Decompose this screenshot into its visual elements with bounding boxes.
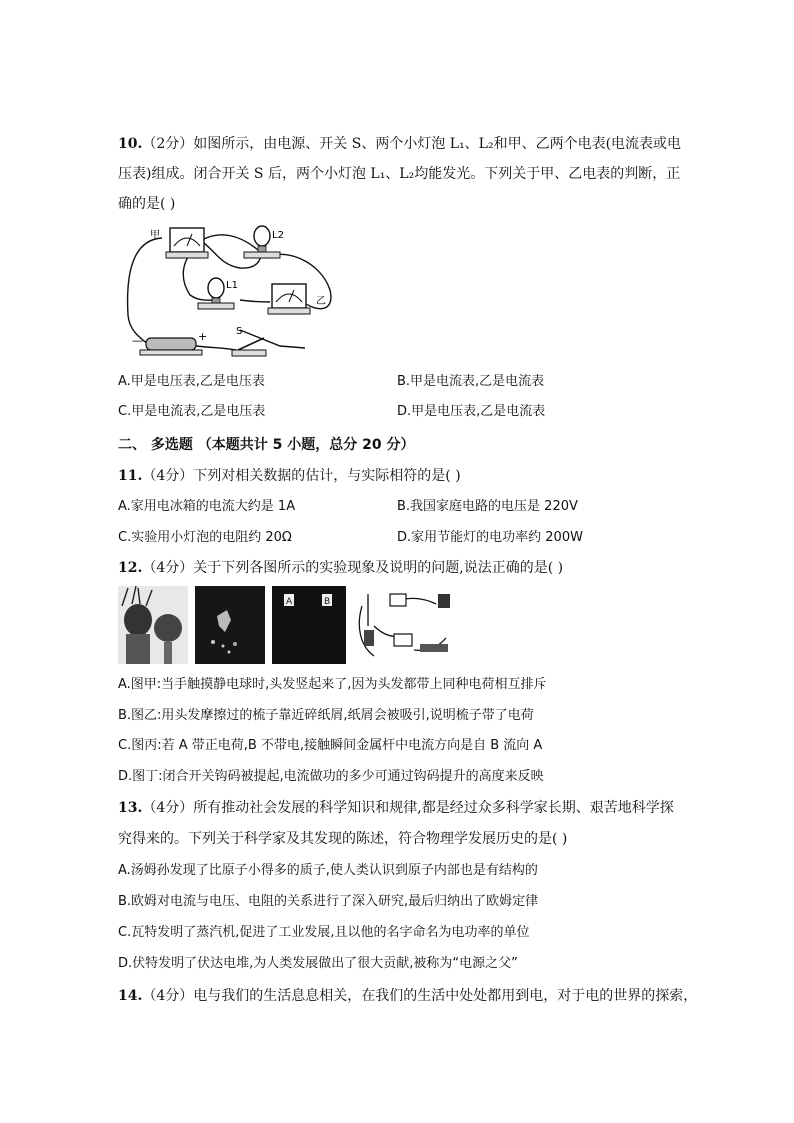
q10-score: （2分） bbox=[142, 136, 194, 152]
q12-stem: 关于下列各图所示的实验现象及说明的问题,说法正确的是( ) bbox=[193, 560, 564, 576]
q11-line bbox=[118, 466, 461, 486]
label-jia: 甲 bbox=[150, 230, 160, 241]
q12-line bbox=[118, 558, 563, 578]
photo-ding bbox=[354, 586, 454, 664]
section-title: 二、 多选题 （本题共计 5 小题，总分 20 分） bbox=[118, 437, 415, 453]
bulb-l1-icon bbox=[208, 278, 224, 298]
photo-jia bbox=[118, 586, 188, 664]
q12-score: （4分） bbox=[142, 560, 194, 576]
q13-number: 13. bbox=[118, 800, 143, 816]
q12-option-a: A.图甲:当手触摸静电球时,头发竖起来了,因为头发都带上同种电荷相互排斥 bbox=[118, 677, 547, 692]
photo-label-a: A bbox=[286, 597, 293, 607]
q10-number: 10. bbox=[118, 136, 143, 152]
q12-option-d: D.图丁:闭合开关钩码被提起,电流做功的多少可通过钩码提升的高度来反映 bbox=[118, 769, 544, 784]
q14-stem: 电与我们的生活息息相关，在我们的生活中处处都用到电，对于电的世界的探索， bbox=[193, 988, 698, 1004]
photo-label-b: B bbox=[324, 597, 331, 607]
q11-option-c: C.实验用小灯泡的电阻约 20Ω bbox=[118, 530, 292, 545]
label-s: S bbox=[236, 326, 243, 337]
battery-icon bbox=[146, 338, 196, 350]
q12-number: 12. bbox=[118, 560, 143, 576]
q10-stem-2: 压表)组成。闭合开关 S 后，两个小灯泡 L₁、L₂均能发光。下列关于甲、乙电表的判断，正 bbox=[118, 166, 681, 182]
q12-option-c: C.图丙:若 A 带正电荷,B 不带电,接触瞬间金属杆中电流方向是自 B 流向 A bbox=[118, 738, 543, 753]
label-minus: — bbox=[132, 334, 143, 347]
q11-option-b: B.我国家庭电路的电压是 220V bbox=[397, 499, 578, 514]
q12-option-b: B.图乙:用头发摩擦过的梳子靠近碎纸屑,纸屑会被吸引,说明梳子带了电荷 bbox=[118, 708, 534, 723]
q13-option-c: C.瓦特发明了蒸汽机,促进了工业发展,且以他的名字命名为电功率的单位 bbox=[118, 925, 530, 940]
q14-score: （4分） bbox=[142, 988, 194, 1004]
label-yi: 乙 bbox=[316, 296, 326, 307]
q13-option-b: B.欧姆对电流与电压、电阻的关系进行了深入研究,最后归纳出了欧姆定律 bbox=[118, 894, 539, 909]
q10-option-a: A.甲是电压表,乙是电压表 bbox=[118, 374, 265, 389]
q14-number: 14. bbox=[118, 988, 143, 1004]
q10-option-c: C.甲是电流表,乙是电压表 bbox=[118, 404, 266, 419]
q10-stem-3: 确的是( ) bbox=[118, 196, 176, 212]
q13-stem-1: 所有推动社会发展的科学知识和规律,都是经过众多科学家长期、艰苦地科学探 bbox=[193, 800, 674, 816]
q11-score: （4分） bbox=[142, 468, 194, 484]
circuit-diagram bbox=[120, 220, 345, 365]
q10-stem-1: 如图所示，由电源、开关 S、两个小灯泡 L₁、L₂和甲、乙两个电表(电流表或电 bbox=[193, 136, 682, 152]
meter-yi-icon bbox=[272, 284, 306, 308]
q10-line-1 bbox=[118, 134, 681, 154]
switch-icon bbox=[232, 350, 266, 356]
q13-option-a: A.汤姆孙发现了比原子小得多的质子,使人类认识到原子内部也是有结构的 bbox=[118, 863, 538, 878]
label-l2: L2 bbox=[272, 230, 284, 241]
q11-option-a: A.家用电冰箱的电流大约是 1A bbox=[118, 499, 296, 514]
label-l1: L1 bbox=[226, 280, 238, 291]
bulb-l2-icon bbox=[254, 226, 270, 246]
q13-stem-2: 究得来的。下列关于科学家及其发现的陈述，符合物理学发展历史的是( ) bbox=[118, 831, 568, 847]
q10-option-b: B.甲是电流表,乙是电流表 bbox=[397, 374, 545, 389]
photo-yi bbox=[195, 586, 265, 664]
q11-number: 11. bbox=[118, 468, 143, 484]
q13-score: （4分） bbox=[142, 800, 194, 816]
label-plus: + bbox=[198, 330, 208, 343]
q13-line-1 bbox=[118, 798, 674, 818]
q13-option-d: D.伏特发明了伏达电堆,为人类发展做出了很大贡献,被称为“电源之父” bbox=[118, 956, 518, 971]
q11-stem: 下列对相关数据的估计，与实际相符的是( ) bbox=[193, 468, 461, 484]
q11-option-d: D.家用节能灯的电功率约 200W bbox=[397, 530, 583, 545]
meter-jia-icon bbox=[170, 228, 204, 252]
q14-line bbox=[118, 986, 697, 1006]
photo-bing bbox=[272, 586, 346, 664]
q10-option-d: D.甲是电压表,乙是电流表 bbox=[397, 404, 546, 419]
